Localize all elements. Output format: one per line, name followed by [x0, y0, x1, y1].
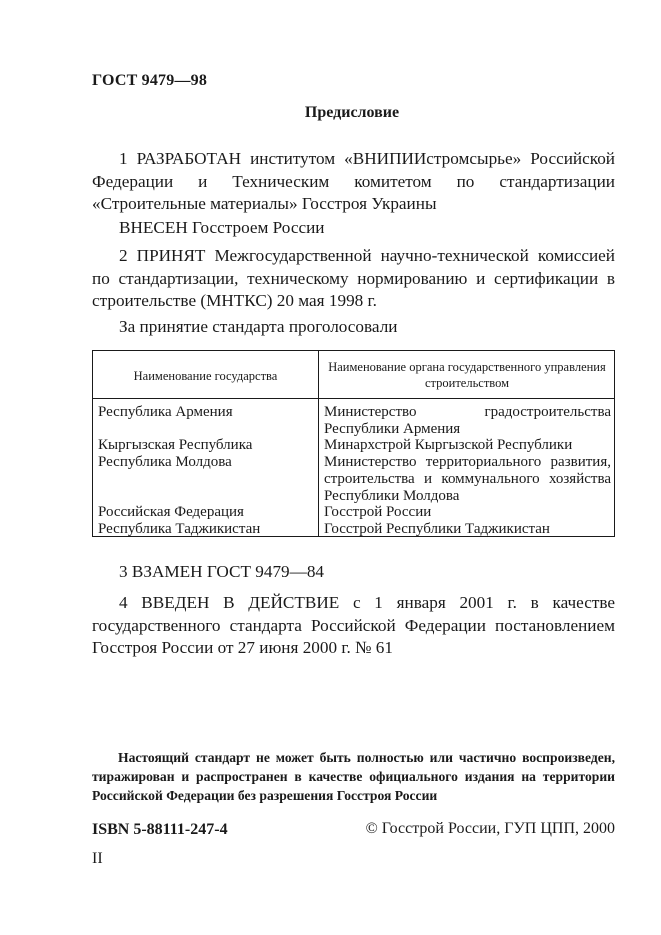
voting-table — [92, 350, 615, 537]
table-row-state: Российская Федерация — [98, 504, 244, 520]
item-adopted-text: Межгосударственной научно-технической комиссией по стандартизации, техническому нормированию и сертификации в строительстве (МНТКС) 20 мая 1998 г. — [92, 246, 615, 310]
table-header-state: Наименование государства — [133, 369, 278, 383]
item-adopted-lead: 2 ПРИНЯТ — [119, 246, 206, 265]
table-header-divider — [93, 398, 614, 399]
item-adopted — [92, 245, 615, 313]
isbn: ISBN 5-88111-247-4 — [92, 821, 228, 838]
table-row-state: Республика Армения — [98, 404, 233, 420]
table-row-state: Республика Молдова — [98, 454, 232, 470]
page-number: II — [92, 850, 103, 867]
item-replaces-text: ГОСТ 9479—84 — [202, 562, 325, 581]
standard-code: ГОСТ 9479—98 — [92, 72, 208, 89]
item-developed-text: институтом «ВНИПИИстромсырье» Российской Федерации и Техническим комитетом по стандартизации «Строительные материалы» Госстроя Украины — [92, 149, 615, 213]
table-row-body: Министерство территориального развития, строительства и коммунального хозяйства Республики Молдова — [324, 454, 611, 504]
table-row-body: Госстрой России — [324, 504, 432, 520]
item-effective-lead: 4 ВВЕДЕН В ДЕЙСТВИЕ — [119, 593, 340, 612]
preface-title: Предисловие — [304, 104, 400, 121]
table-header-body: Наименование органа государственного управления строительством — [328, 360, 606, 390]
table-row-body: Министерство градостроительства Республики Армения — [324, 404, 611, 437]
item-effective — [92, 592, 615, 660]
introduced-line: ВНЕСЕН Госстроем России — [119, 218, 325, 237]
table-row-body: Минархстрой Кыргызской Республики — [324, 437, 573, 453]
item-developed — [92, 148, 615, 216]
item-replaces-lead: 3 ВЗАМЕН — [119, 562, 203, 581]
item-replaces — [92, 561, 615, 584]
votes-title: За принятие стандарта проголосовали — [119, 317, 398, 336]
item-effective-text: с 1 января 2001 г. в качестве государственного стандарта Российской Федерации постановлением Госстроя России от 27 июня 2000 г. № 61 — [92, 593, 616, 657]
copyright-notice: Настоящий стандарт не может быть полностью или частично воспроизведен, тиражирован и распространен в качестве официального издания на территории Российской Федерации без разрешения Госстроя России — [92, 750, 615, 803]
table-row-state: Республика Таджикистан — [98, 521, 261, 537]
table-row-state: Кыргызская Республика — [98, 437, 253, 453]
publisher-copyright: © Госстрой России, ГУП ЦПП, 2000 — [365, 820, 615, 837]
table-row-body: Госстрой Республики Таджикистан — [324, 521, 550, 537]
item-developed-lead: 1 РАЗРАБОТАН — [119, 149, 242, 168]
